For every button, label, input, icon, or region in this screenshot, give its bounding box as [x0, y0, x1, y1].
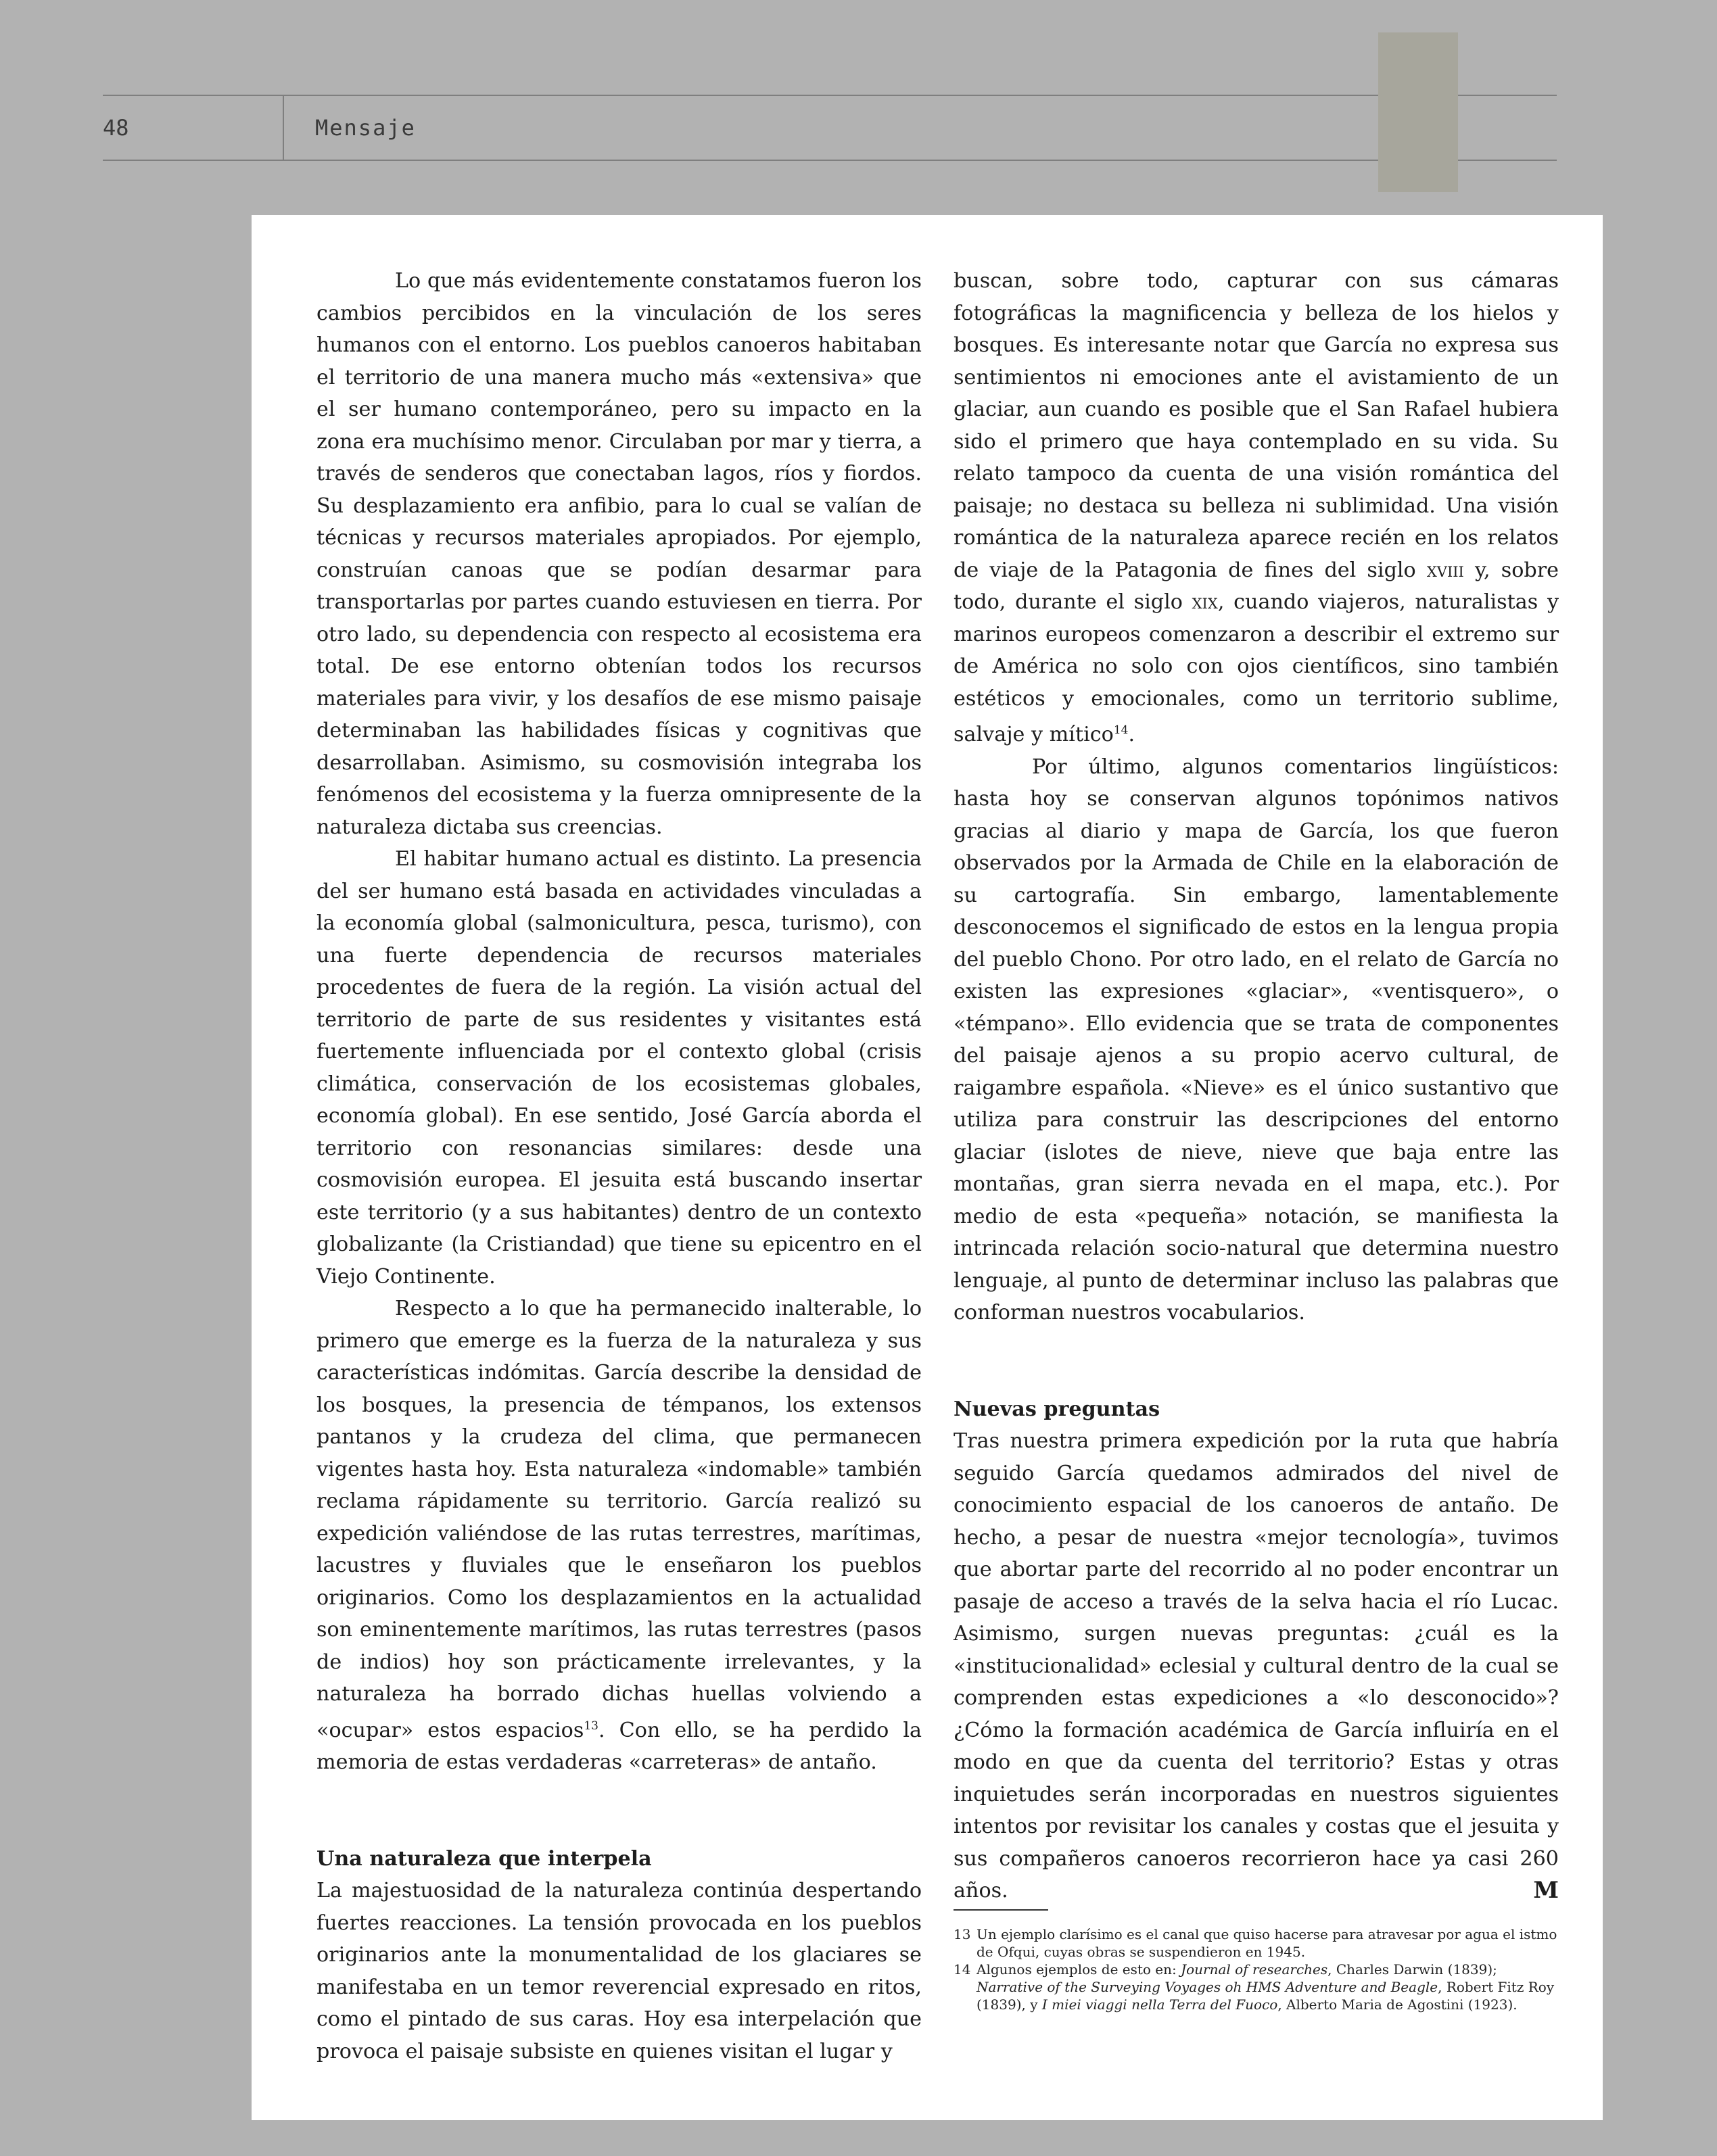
footnote-ref: 13 [584, 1719, 598, 1733]
right-column [954, 265, 1559, 1907]
footnote-text: Algunos ejemplos de esto en: [977, 1961, 1181, 1978]
section-heading: Una naturaleza que interpela [316, 1846, 652, 1871]
footnote-text: , Robert Fitz Roy (1839), y [977, 1979, 1555, 2013]
footnote-ref: 14 [1113, 723, 1129, 737]
footnote-text: Un ejemplo clarísimo es el canal que quiso hacerse para atravesar por agua el istmo de Ofqui, cuyas obras se suspendieron en 1945. [977, 1926, 1557, 1960]
end-mark: M [1533, 1877, 1559, 1905]
page-number: 48 [103, 115, 129, 141]
paragraph-text: y, sobre todo, durante el siglo [954, 558, 1559, 614]
paragraph [954, 265, 1559, 751]
section-heading: Nuevas preguntas [954, 1397, 1160, 1421]
header-rule-bottom [103, 160, 1557, 161]
section-tab-marker [1378, 32, 1458, 192]
paragraph-text: . Con ello, se ha perdido la memoria de estas verdaderas «carreteras» de antaño. [316, 1718, 922, 1775]
book-title: Narrative of the Surveying Voyages oh HMS Adventure and Beagle [977, 1979, 1438, 1995]
header-rule-top [103, 95, 1557, 96]
paragraph: La majestuosidad de la naturaleza continúa despertando fuertes reacciones. La tensión provocada en los pueblos originarios ante la monumentalidad de los glaciares se manifestaba en un temor reverencial expresado en ritos, como el pintado de sus caras. Hoy esa interpelación que provoca el paisaje subsiste en quienes visitan el lugar y [316, 1879, 922, 2063]
paragraph-text: Tras nuestra primera expedición por la ruta que habría seguido García quedamos admirados del nivel de conocimiento espacial de los canoeros de antaño. De hecho, a pesar de nuestra «mejor tecnología», tuvimos que abortar parte del recorrido al no poder encontrar un pasaje de acceso a través de la selva hacia el río Lucac. Asimismo, surgen nuevas preguntas: ¿cuál es la «institucionalidad» eclesial y cultural dentro de la cual se comprenden estas expediciones a «lo desconocido»? ¿Cómo la formación académica de García influiría en el modo en que da cuenta del territorio? Estas y otras inquietudes serán incorporadas en nuestros siguientes intentos por revisitar los canales y costas que el jesuita y sus compañeros canoeros recorrieron hace ya casi 260 años. [954, 1429, 1559, 1903]
running-head: Mensaje [315, 115, 416, 141]
century-numeral: xix [1192, 590, 1218, 614]
header-separator [283, 95, 284, 160]
paragraph-text: Respecto a lo que ha permanecido inalterable, lo primero que emerge es la fuerza de la naturaleza y sus características indómitas. García describe la densidad de los bosques, la presencia de témpanos, los extensos pantanos y la crudeza del clima, que permanecen vigentes hasta hoy. Esta naturaleza «indomable» también reclama rápidamente su territorio. García realizó su expedición valiéndose de las rutas terrestres, marítimas, lacustres y fluviales que le enseñaron los pueblos originarios. Como los desplazamientos en la actualidad son eminentemente marítimos, las rutas terrestres (pasos de indios) hoy son prácticamente irrelevantes, y la naturaleza ha borrado dichas huellas volviendo a «ocupar» estos espacios [316, 1297, 922, 1742]
footnote-text: , Alberto Maria de Agostini (1923). [1277, 1996, 1518, 2013]
footnote-13 [954, 1925, 1559, 1961]
book-title: Journal of researches [1181, 1961, 1328, 1978]
paragraph: Por último, algunos comentarios lingüísticos: hasta hoy se conservan algunos topónimos nativos gracias al diario y mapa de García, los que fueron observados por la Armada de Chile en la elaboración de su cartografía. Sin embargo, lamentablemente desconocemos el significado de estos en la lengua propia del pueblo Chono. Por otro lado, en el relato de García no existen las expresiones «glaciar», «ventisquero», o «témpano». Ello evidencia que se trata de componentes del paisaje ajenos a su propio acervo cultural, de raigambre española. «Nieve» es el único sustantivo que utiliza para construir las descripciones del entorno glaciar (islotes de nieve, nieve que baja entre las montañas, gran sierra nevada en el mapa, etc.). Por medio de esta «pequeña» notación, se manifiesta la intrincada relación socio-natural que determina nuestro lenguaje, al punto de determinar incluso las palabras que conforman nuestros vocabularios. [954, 754, 1559, 1325]
left-column [316, 265, 922, 2067]
paragraph: El habitar humano actual es distinto. La presencia del ser humano está basada en actividades vinculadas a la economía global (salmonicultura, pesca, turismo), con una fuerte dependencia de recursos materiales procedentes de fuera de la región. La visión actual del territorio de parte de sus residentes y visitantes está fuertemente influenciada por el contexto global (crisis climática, conservación de los ecosistemas globales, economía global). En ese sentido, José García aborda el territorio con resonancias similares: desde una cosmovisión europea. El jesuita está buscando insertar este territorio (y a sus habitantes) dentro de un contexto globalizante (la Cristiandad) que tiene su epicentro en el Viejo Continente. [316, 847, 922, 1289]
footnote-number: 13 [954, 1926, 971, 1942]
book-title: I miei viaggi nella Terra del Fuoco [1041, 1996, 1278, 2013]
paragraph [316, 1293, 922, 1779]
paragraph-text: buscan, sobre todo, capturar con sus cámaras fotográficas la magnificencia y belleza de los hielos y bosques. Es interesante notar que García no expresa sus sentimientos ni emociones ante el avistamiento de un glaciar, aun cuando es posible que el San Rafael hubiera sido el primero que haya contemplado en su vida. Su relato tampoco da cuenta de una visión romántica del paisaje; no destaca su belleza ni sublimidad. Una visión romántica de la naturaleza aparece recién en los relatos de viaje de la Patagonia de fines del siglo [954, 269, 1559, 582]
paragraph [954, 1425, 1559, 1907]
footnote-rule [954, 1909, 1048, 1911]
century-numeral: xviii [1426, 558, 1464, 582]
paragraph: Lo que más evidentemente constatamos fueron los cambios percibidos en la vinculación de los seres humanos con el entorno. Los pueblos canoeros habitaban el territorio de una manera mucho más «extensiva» que el ser humano contemporáneo, pero su impacto en la zona era muchísimo menor. Circulaban por mar y tierra, a través de senderos que conectaban lagos, ríos y fiordos. Su desplazamiento era anfibio, para lo cual se valían de técnicas y recursos materiales apropiados. Por ejemplo, construían canoas que se podían desarmar para transportarlas por partes cuando estuviesen en tierra. Por otro lado, su dependencia con respecto al ecosistema era total. De ese entorno obtenían todos los recursos materiales para vivir, y los desafíos de ese mismo paisaje determinaban las habilidades físicas y cognitivas que desarrollaban. Asimismo, su cosmovisión integraba los fenómenos del ecosistema y la fuerza omnipresente de la naturaleza dictaba sus creencias. [316, 269, 922, 839]
page-sheet [252, 215, 1603, 2120]
paragraph-text: , cuando viajeros, naturalistas y marinos europeos comenzaron a describir el extremo sur de América no solo con ojos científicos, sino también estéticos y emocionales, como un territorio sublime, salvaje y mítico [954, 590, 1559, 747]
footnote-14 [954, 1961, 1559, 2013]
footnotes [954, 1925, 1559, 2013]
paragraph-text: . [1128, 723, 1135, 747]
footnote-number: 14 [954, 1961, 971, 1978]
footnote-text: , Charles Darwin (1839); [1327, 1961, 1497, 1978]
